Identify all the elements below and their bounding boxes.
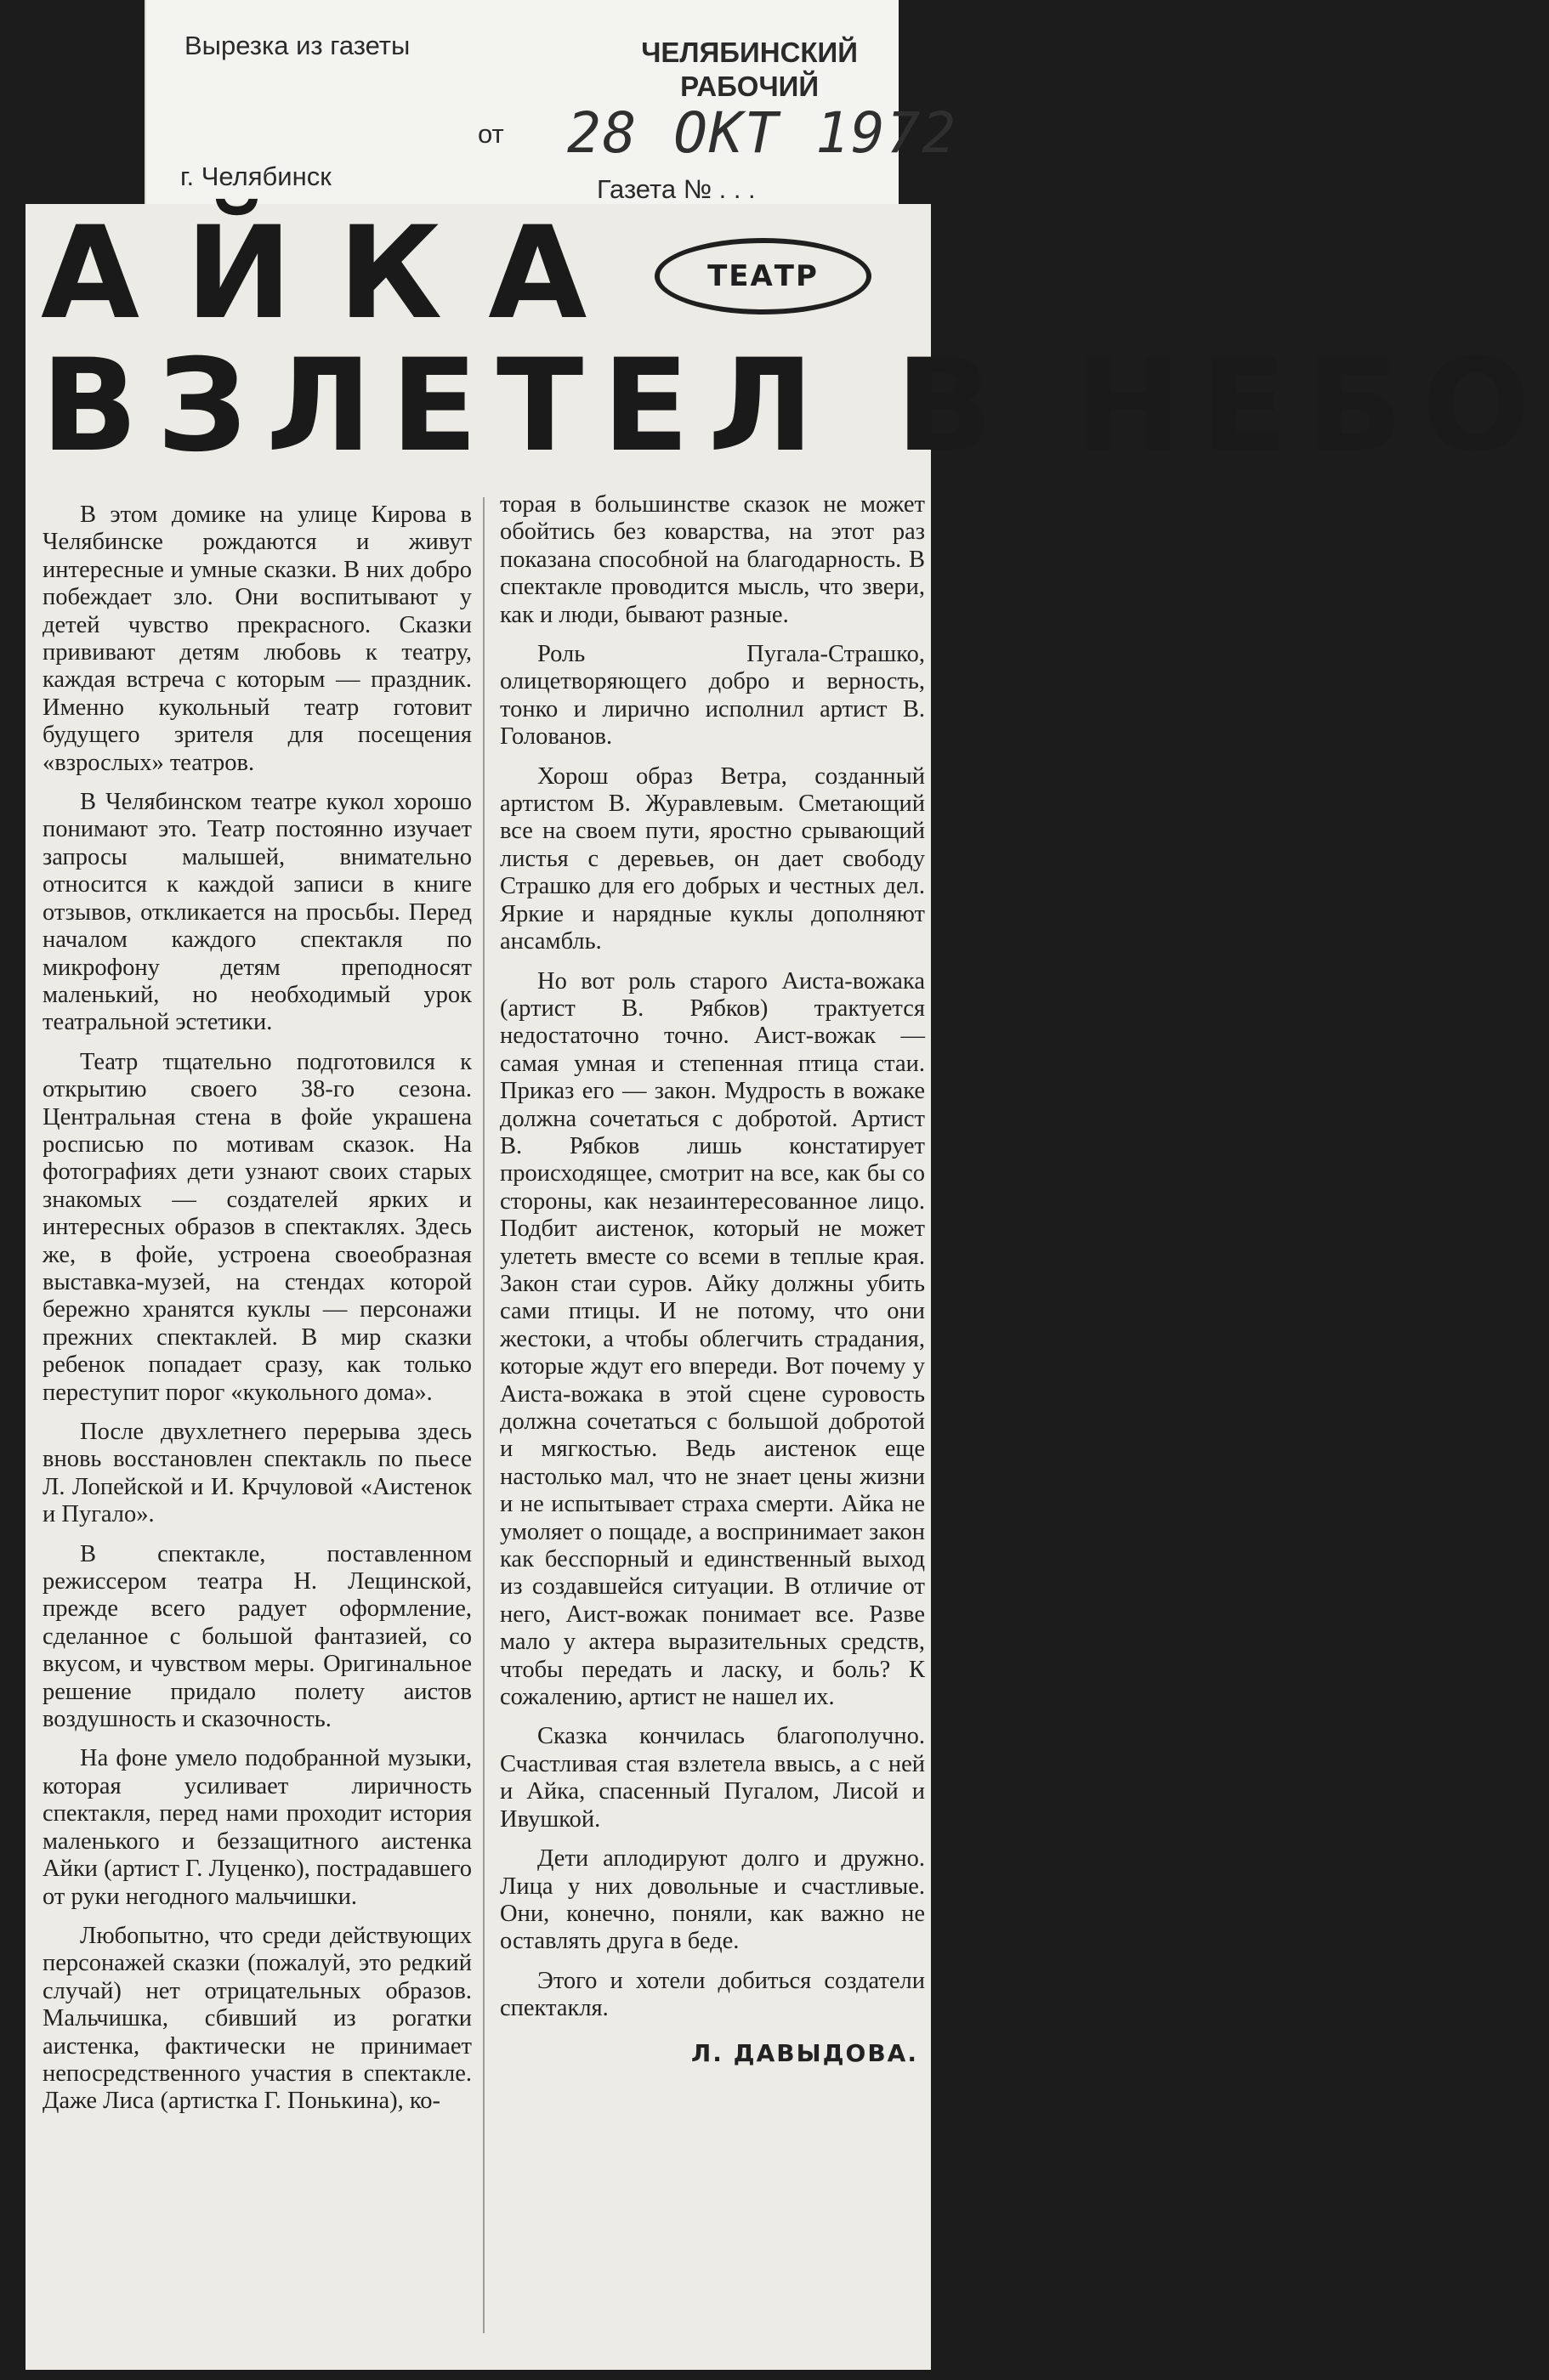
paragraph: Но вот роль старого Аиста-вожака (артист В. Рябков) трактуется недостаточно точно. Аист-вожак — самая умная и степенная птица стаи. Приказ его — закон. Мудрость в вожаке должна сочетаться с добротой. Артист В. Рябков лишь констатирует происходящее, смотрит на все, как бы со стороны, как незаинтересованное лицо. Подбит аистенок, который не может улететь вместе со всеми в теплые края. Закон стаи суров. Айку должны убить сами птицы. И не потому, что они жестоки, а чтобы облегчить страдания, которые ждут его впереди. Вот почему у Аиста-вожака в этой сцене суровость должна сочетаться с большой добротой и мягкостью. Ведь аистенок еще настолько мал, что не знает цены жизни и не испытывает страха смерти. Айка не умоляет о пощаде, а воспринимает закон как бесспорный и единственный выход из создавшейся ситуации. В отличие от него, Аист-вожак понимает все. Разве мало у актера выразительных средств, чтобы передать и ласку, и боль? К сожалению, артист не нашел их. (500, 967, 925, 1711)
paragraph: После двухлетнего перерыва здесь вновь восстановлен спектакль по пьесе Л. Лопейской и И. Крчуловой «Аистенок и Пугало». (43, 1419, 472, 1528)
rubric-badge: ТЕАТР (655, 238, 871, 314)
article-column-left (43, 502, 472, 2128)
paragraph: В Челябинском театре кукол хорошо понимают это. Театр постоянно изучает запросы малышей, внимательно относится к каждой записи в книге отзывов, откликается на просьбы. Перед началом каждого спектакля по микрофону детям преподносят маленький, но необходимый урок театральной эстетики. (43, 789, 472, 1036)
city: г. Челябинск (180, 162, 332, 191)
author-signature: Л. ДАВЫДОВА. (691, 2038, 918, 2067)
paragraph: Сказка кончилась благополучно. Счастливая стая взлетела ввысь, а с ней и Айка, спасенный Пугалом, Лисой и Ивушкой. (500, 1723, 925, 1833)
newspaper-name-line2: РАБОЧИЙ (680, 71, 820, 102)
paragraph: Театр тщательно подготовился к открытию своего 38-го сезона. Центральная стена в фойе украшена росписью по мотивам сказок. На фотографиях дети узнают своих старых знакомых — создателей ярких и интересных образов в спектаклях. Здесь же, в фойе, устроена своеобразная выставка-музей, на стендах которой бережно хранятся куклы — персонажи прежних спектаклей. В мир сказки ребенок попадает сразу, как только переступит порог «кукольного дома». (43, 1048, 472, 1406)
article-column-right (500, 491, 925, 2067)
paragraph: В этом домике на улице Кирова в Челябинске рождаются и живут интересные и умные сказки. В них добро побеждает зло. Они воспитывают у детей чувство прекрасного. Сказки прививают детям любовь к театру, каждая встреча с которым — праздник. Именно кукольный театр готовит будущего зрителя для посещения «взрослых» театров. (43, 502, 472, 776)
issue-number: Газета № . . . (597, 174, 756, 204)
newspaper-name (641, 36, 858, 104)
paragraph: Любопытно, что среди действующих персонажей сказки (пожалуй, это редкий случай) нет отрицательных образов. Мальчишка, сбивший из рогатки аистенка, фактически не принимает непосредственного участия в спектакле. Даже Лиса (артистка Г. Понькина), ко- (43, 1922, 472, 2115)
paragraph: торая в большинстве сказок не может обойтись без коварства, на этот раз показана способной на благодарность. В спектакле проводится мысль, что звери, как и люди, бывают разные. (500, 491, 925, 628)
headline-line2: ВЗЛЕТЕЛ В НЕБО (41, 332, 1549, 480)
newspaper-clipping (26, 200, 1549, 2370)
paragraph: Хорош образ Ветра, созданный артистом В. Журавлевым. Сметающий все на своем пути, яростно срывающий листья с деревьев, он дает свободу Страшко для его добрых и честных дел. Яркие и нарядные куклы дополняют ансамбль. (500, 762, 925, 955)
clipping-label (145, 0, 958, 208)
newspaper-name-line1: ЧЕЛЯБИНСКИЙ (641, 37, 858, 68)
paragraph: Роль Пугала-Страшко, олицетворяющего добро и верность, тонко и лирично исполнил артист В. Голованов. (500, 641, 925, 751)
column-divider (483, 497, 485, 2333)
source-prefix: Вырезка из газеты (184, 31, 411, 60)
paragraph: Дети аплодируют долго и дружно. Лица у них довольные и счастливые. Они, конечно, поняли, как важно не оставлять друга в беде. (500, 1845, 925, 1955)
headline-line1: АЙКА (41, 200, 633, 348)
date-stamp: 28 ОКТ 1972 (567, 100, 958, 166)
paragraph: В спектакле, поставленном режиссером театра Н. Лещинской, прежде всего радует оформление, сделанное с большой фантазией, со вкусом, и чувством меры. Оригинальное решение придало полету аистов воздушность и сказочность. (43, 1540, 472, 1733)
date-prefix: от (478, 119, 504, 149)
paragraph: Этого и хотели добиться создатели спектакля. (500, 1967, 925, 2022)
paragraph: На фоне умело подобранной музыки, которая усиливает лиричность спектакля, перед нами проходит история маленького и беззащитного аистенка Айки (артист Г. Луценко), пострадавшего от руки негодного мальчишки. (43, 1745, 472, 1910)
